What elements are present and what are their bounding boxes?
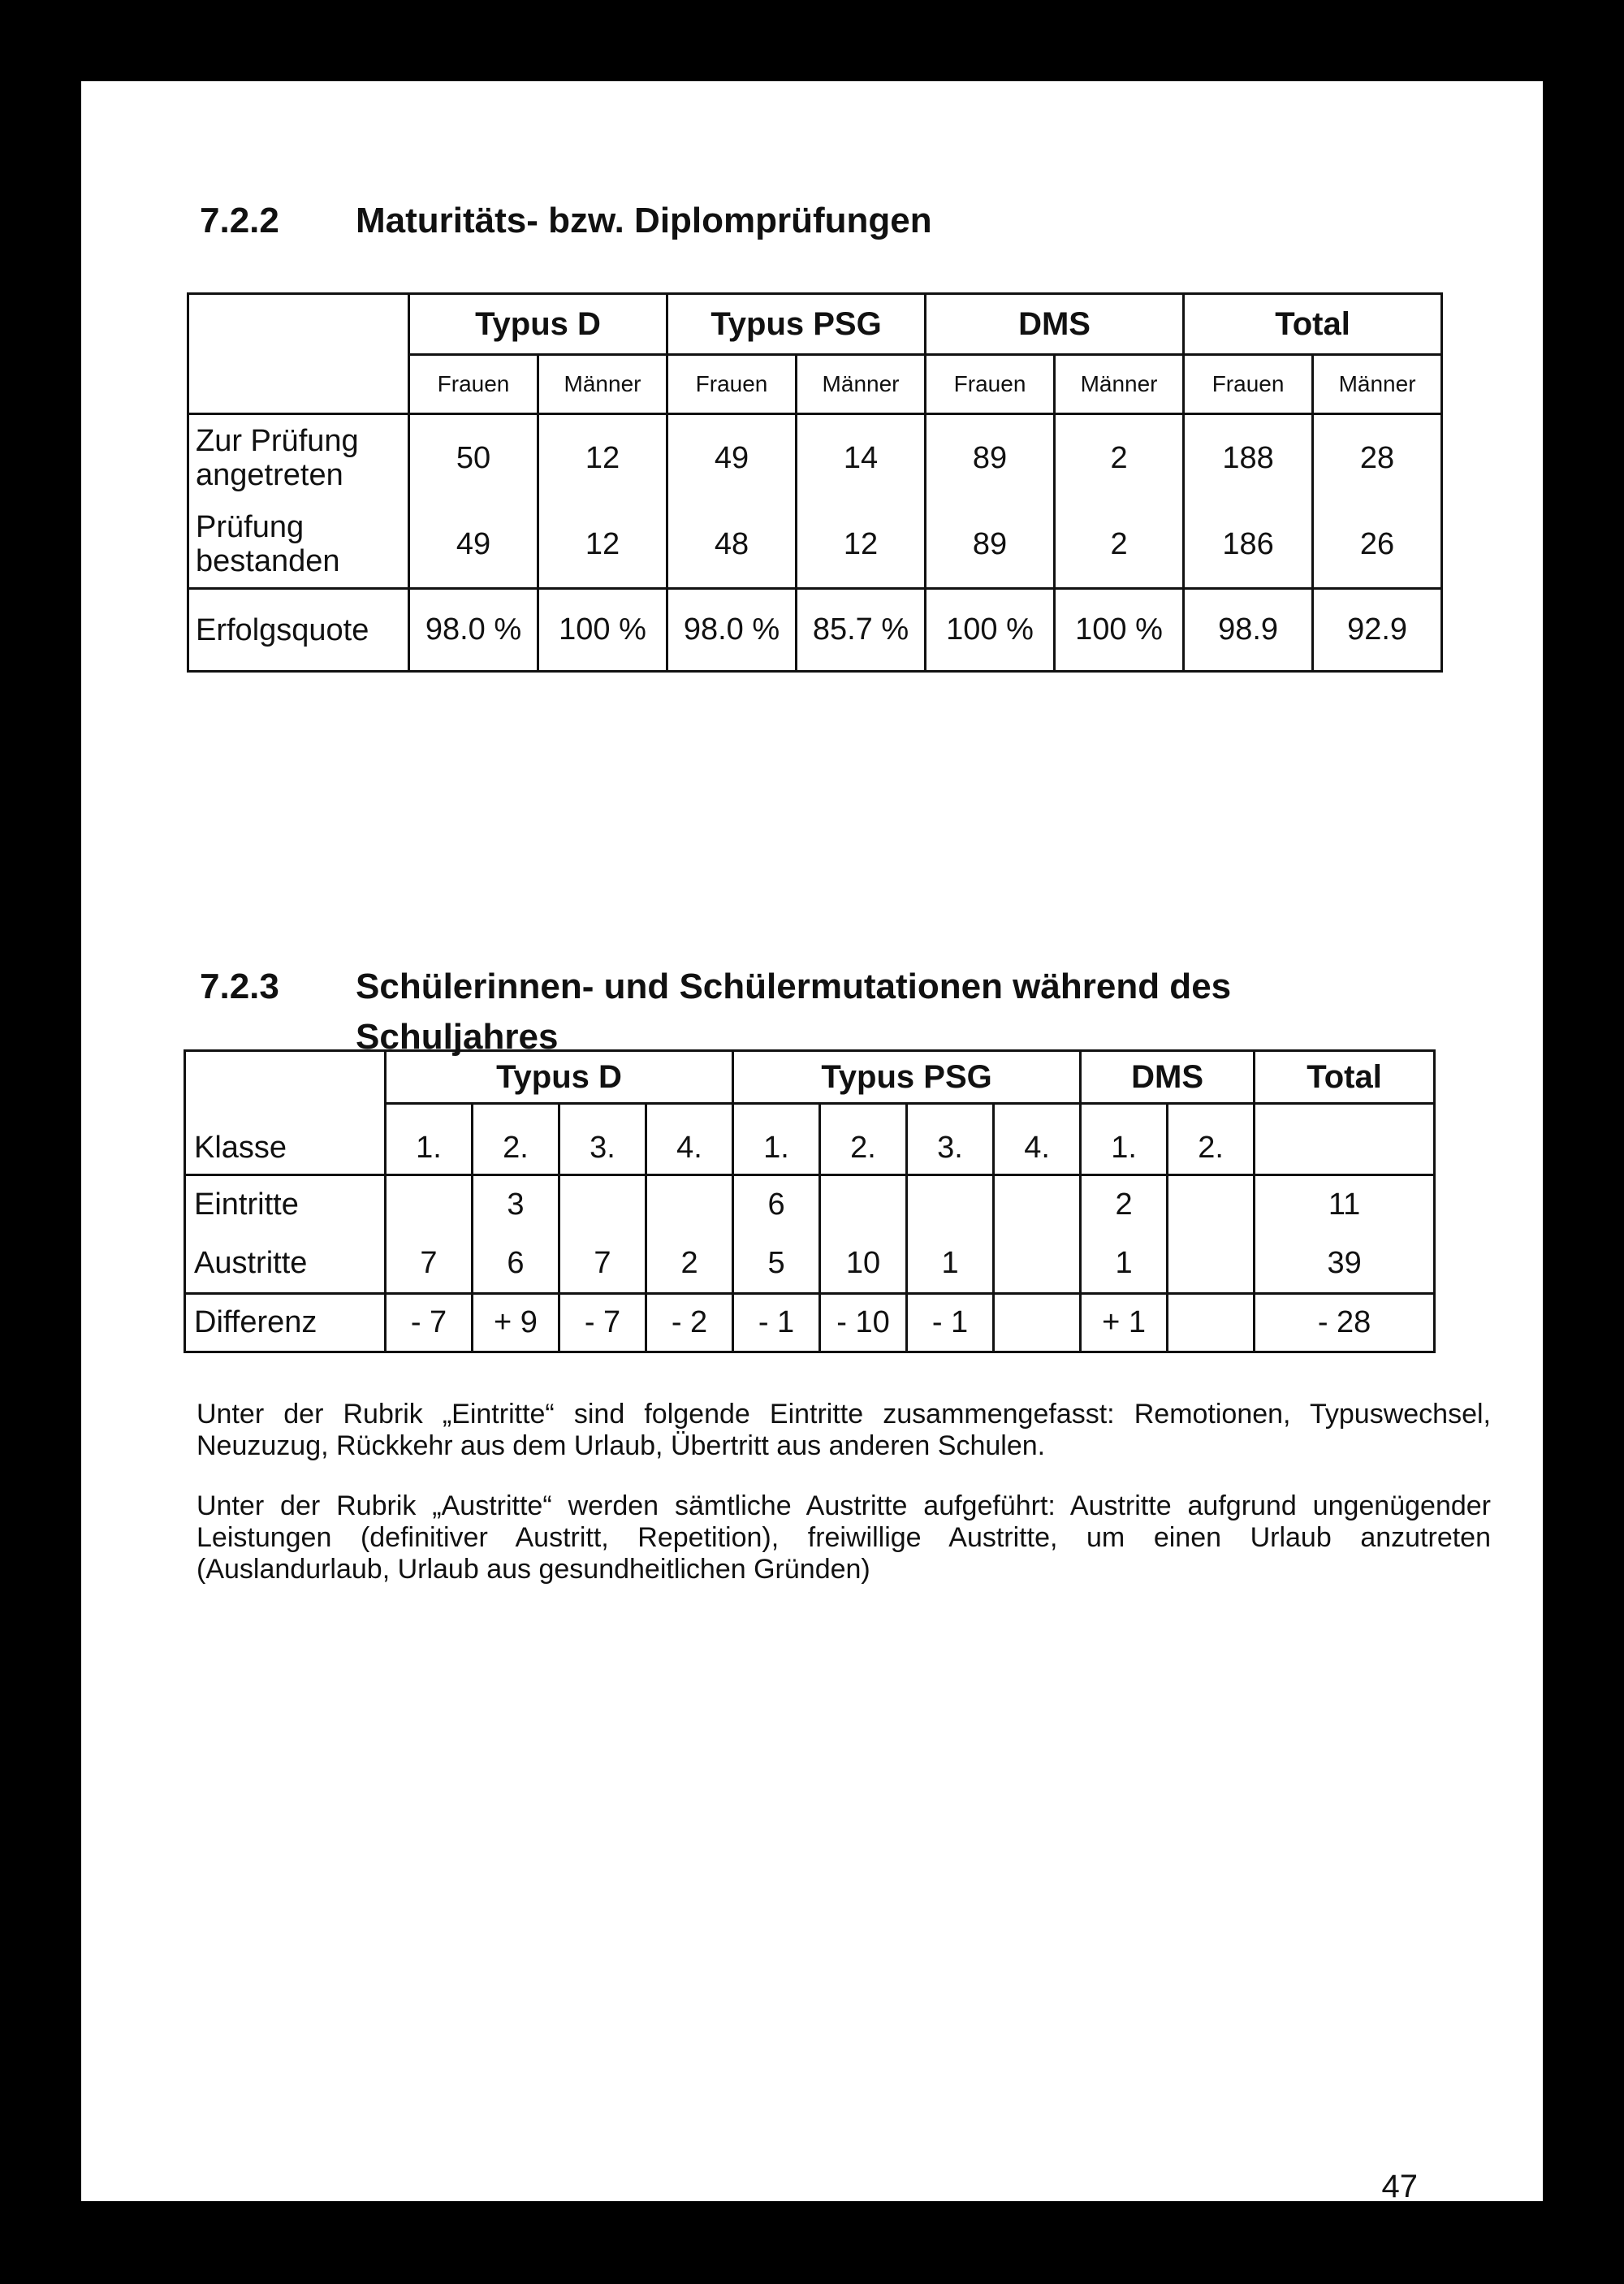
table-cell: 6 — [733, 1175, 820, 1235]
class-header: 2. — [473, 1104, 559, 1175]
table-cell: 48 — [667, 501, 797, 589]
table-cell: 100 % — [538, 589, 667, 672]
class-header: 3. — [907, 1104, 994, 1175]
group-header: Typus D — [409, 294, 667, 355]
row-label: Eintritte — [185, 1175, 386, 1235]
row-label: Zur Prüfung angetreten — [188, 414, 409, 502]
row-label: Austritte — [185, 1235, 386, 1294]
group-header: DMS — [1081, 1051, 1255, 1104]
table-cell: 188 — [1184, 414, 1313, 502]
table-cell: 100 % — [1055, 589, 1184, 672]
table-cell: 89 — [926, 414, 1055, 502]
gender-header: Männer — [538, 355, 667, 414]
class-header: 4. — [994, 1104, 1081, 1175]
table-cell: 2 — [1055, 414, 1184, 502]
gender-header: Frauen — [1184, 355, 1313, 414]
table-cell: + 9 — [473, 1294, 559, 1352]
table-cell — [994, 1235, 1081, 1294]
table-cell: - 2 — [646, 1294, 733, 1352]
table-cell: - 1 — [907, 1294, 994, 1352]
section-number: 7.2.2 — [200, 201, 279, 240]
table-cell — [907, 1175, 994, 1235]
mutations-table — [184, 1049, 1436, 1353]
class-header: 1. — [1081, 1104, 1168, 1175]
table-cell: 26 — [1313, 501, 1442, 589]
section-title-line-2: Schuljahres — [356, 1017, 559, 1057]
table-row — [185, 1175, 1435, 1235]
group-header: DMS — [926, 294, 1184, 355]
table-cell: 50 — [409, 414, 538, 502]
row-label: Prüfung bestanden — [188, 501, 409, 589]
table-cell: 14 — [797, 414, 926, 502]
class-header: 4. — [646, 1104, 733, 1175]
row-label: Klasse — [185, 1104, 386, 1175]
table-cell: 7 — [559, 1235, 646, 1294]
table-cell: 7 — [386, 1235, 473, 1294]
class-header: 1. — [386, 1104, 473, 1175]
table-cell: 12 — [538, 414, 667, 502]
note-paragraph-austritte: Unter der Rubrik „Austritte“ werden sämtliche Austritte aufgeführt: Austritte aufgrund ungenügender Leistungen (definitiver Austritt, Repetition), freiwillige Austritte, um einen Urlaub anzutreten (Auslandurlaub, Urlaub aus gesundheitlichen Gründen) — [197, 1490, 1491, 1585]
section-number: 7.2.3 — [200, 967, 279, 1006]
gender-header: Frauen — [926, 355, 1055, 414]
group-header: Total — [1255, 1051, 1435, 1104]
table-cell — [994, 1294, 1081, 1352]
table-cell: 92.9 — [1313, 589, 1442, 672]
table-cell: 98.0 % — [667, 589, 797, 672]
group-header: Total — [1184, 294, 1442, 355]
gender-header: Männer — [1055, 355, 1184, 414]
table-cell — [386, 1175, 473, 1235]
table-cell: 12 — [538, 501, 667, 589]
group-header: Typus PSG — [667, 294, 926, 355]
table-cell: 85.7 % — [797, 589, 926, 672]
group-header: Typus PSG — [733, 1051, 1081, 1104]
table-row — [188, 501, 1442, 589]
table-cell: - 1 — [733, 1294, 820, 1352]
exam-results-table — [187, 292, 1443, 673]
section-title: Maturitäts- bzw. Diplomprüfungen — [356, 201, 932, 240]
table-cell: 11 — [1255, 1175, 1435, 1235]
page-number: 47 — [1381, 2169, 1418, 2204]
gender-header: Frauen — [667, 355, 797, 414]
table-row — [188, 589, 1442, 672]
table-cell: - 28 — [1255, 1294, 1435, 1352]
table-cell: 98.0 % — [409, 589, 538, 672]
table-cell — [646, 1175, 733, 1235]
table-cell: 1 — [907, 1235, 994, 1294]
table-cell: 89 — [926, 501, 1055, 589]
table-cell: + 1 — [1081, 1294, 1168, 1352]
class-header: 2. — [1168, 1104, 1255, 1175]
gender-header: Männer — [1313, 355, 1442, 414]
table-cell: - 7 — [386, 1294, 473, 1352]
section-title-line-1: Schülerinnen- und Schülermutationen während des — [356, 967, 1232, 1006]
table-cell: 100 % — [926, 589, 1055, 672]
table-cell: 1 — [1081, 1235, 1168, 1294]
table-cell: 6 — [473, 1235, 559, 1294]
table-cell: - 7 — [559, 1294, 646, 1352]
class-header: 1. — [733, 1104, 820, 1175]
table-cell: 10 — [820, 1235, 907, 1294]
table-cell — [820, 1175, 907, 1235]
table-cell: 5 — [733, 1235, 820, 1294]
table-cell — [1168, 1235, 1255, 1294]
table-cell: 3 — [473, 1175, 559, 1235]
table-cell: - 10 — [820, 1294, 907, 1352]
row-label: Differenz — [185, 1294, 386, 1352]
table-cell: 2 — [1081, 1175, 1168, 1235]
table-row — [185, 1235, 1435, 1294]
table-row — [185, 1294, 1435, 1352]
table-corner — [185, 1051, 386, 1104]
table-cell: 186 — [1184, 501, 1313, 589]
document-page — [81, 81, 1543, 2204]
table-corner — [188, 294, 409, 414]
class-header: 2. — [820, 1104, 907, 1175]
table-cell: 2 — [1055, 501, 1184, 589]
table-cell — [994, 1175, 1081, 1235]
class-header: 3. — [559, 1104, 646, 1175]
row-label: Erfolgsquote — [188, 589, 409, 672]
table-cell — [1168, 1294, 1255, 1352]
gender-header: Männer — [797, 355, 926, 414]
table-cell: 49 — [667, 414, 797, 502]
table-cell: 98.9 — [1184, 589, 1313, 672]
table-cell: 39 — [1255, 1235, 1435, 1294]
table-row — [188, 414, 1442, 502]
table-cell: 12 — [797, 501, 926, 589]
table-cell — [559, 1175, 646, 1235]
table-cell — [1255, 1104, 1435, 1175]
group-header: Typus D — [386, 1051, 733, 1104]
table-cell: 49 — [409, 501, 538, 589]
table-cell: 28 — [1313, 414, 1442, 502]
gender-header: Frauen — [409, 355, 538, 414]
table-cell: 2 — [646, 1235, 733, 1294]
table-cell — [1168, 1175, 1255, 1235]
note-paragraph-eintritte: Unter der Rubrik „Eintritte“ sind folgende Eintritte zusammengefasst: Remotionen, Typuswechsel, Neuzuzug, Rückkehr aus dem Urlaub, Übertritt aus anderen Schulen. — [197, 1399, 1491, 1461]
